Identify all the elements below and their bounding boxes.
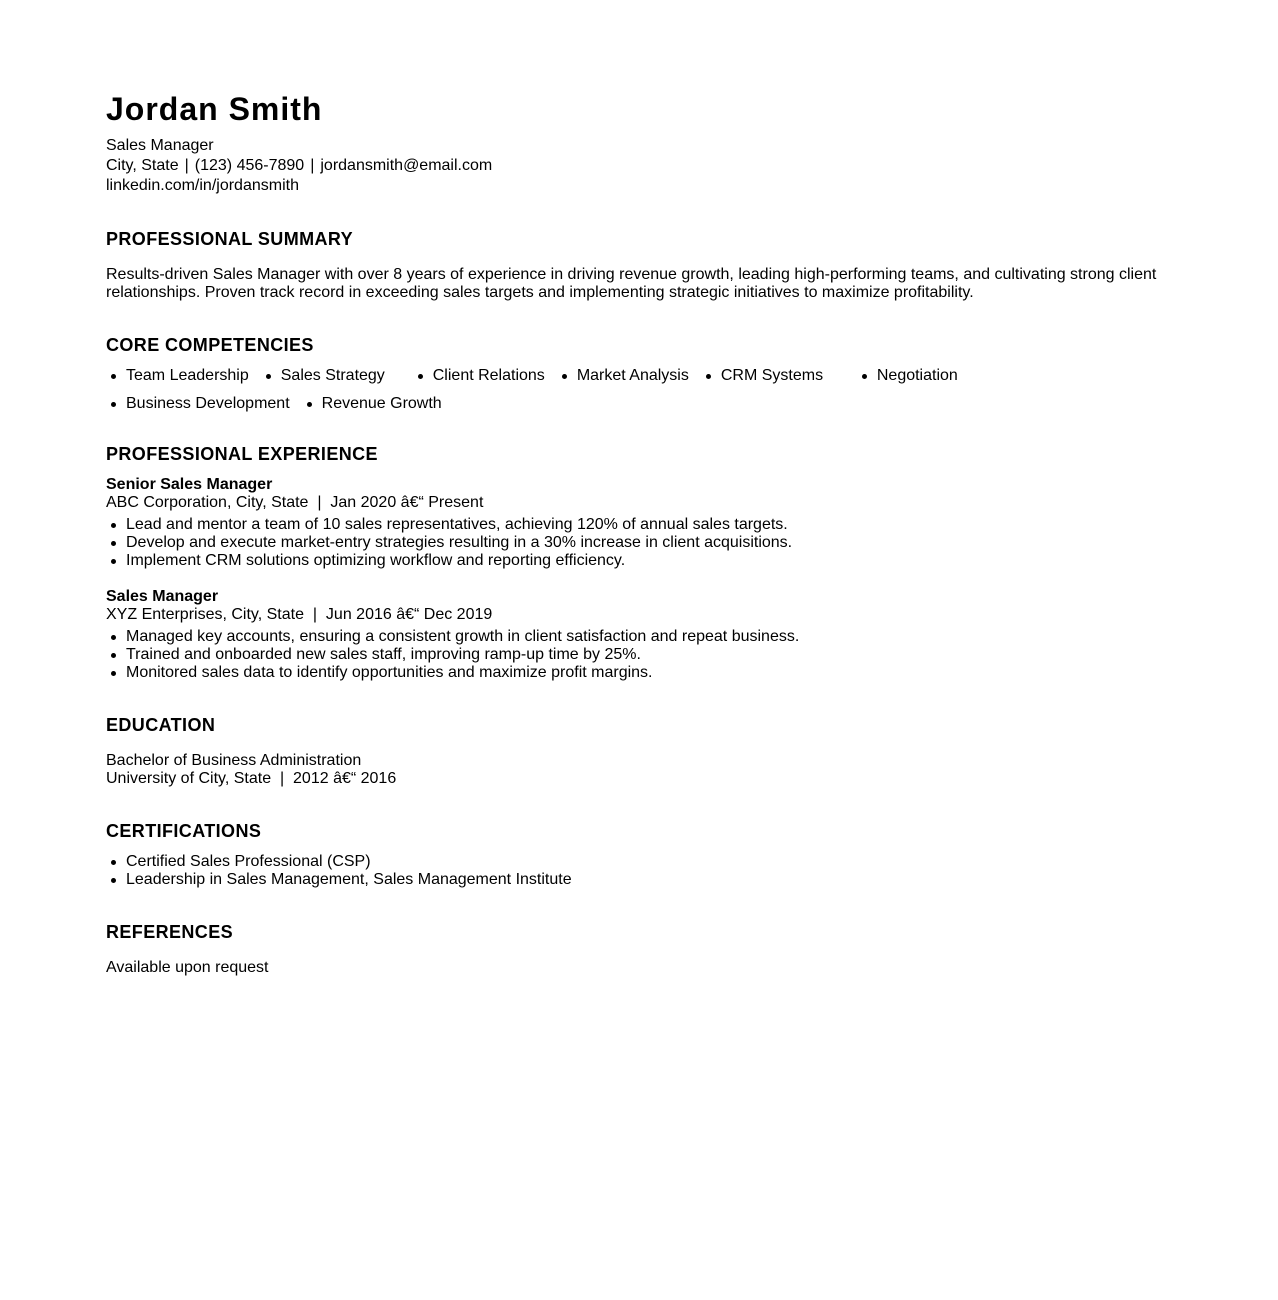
references-section xyxy=(106,922,1206,977)
competency-item: CRM Systems xyxy=(701,367,845,385)
school-text: University of City, State | 2012 â€“ 2016 xyxy=(106,770,397,787)
certifications-section xyxy=(106,821,1206,889)
contact-line xyxy=(106,156,1206,176)
certification-item: Certified Sales Professional (CSP) xyxy=(106,853,1206,871)
certification-item: Leadership in Sales Management, Sales Management Institute xyxy=(106,871,1206,889)
section-heading-certifications: CERTIFICATIONS xyxy=(106,821,262,841)
job-title-line: Sales Manager xyxy=(106,137,214,154)
competency-item: Sales Strategy xyxy=(261,367,401,385)
summary-text: Results-driven Sales Manager with over 8 years of experience in driving revenue growth, leading high-performing teams, and cultivating strong client relationships. Proven track record in exceeding sales targets and implementing strategic initiatives to maximize profitability. xyxy=(106,266,1157,301)
separator: | xyxy=(184,157,189,174)
job-meta: ABC Corporation, City, State | Jan 2020 â€“ Present xyxy=(106,494,484,511)
job-bullet: Monitored sales data to identify opportunities and maximize profit margins. xyxy=(106,664,1206,682)
email-link[interactable]: jordansmith@email.com xyxy=(320,157,493,174)
competencies-list xyxy=(106,367,986,413)
job-title: Senior Sales Manager xyxy=(106,476,273,493)
job-meta: XYZ Enterprises, City, State | Jun 2016 â€“ Dec 2019 xyxy=(106,606,493,623)
resume-header xyxy=(106,90,1206,196)
location-text: City, State xyxy=(106,157,179,174)
section-heading-summary: PROFESSIONAL SUMMARY xyxy=(106,229,354,249)
job-entry xyxy=(106,476,1206,570)
job-bullets xyxy=(106,628,1206,682)
education-entry xyxy=(106,752,1206,788)
section-heading-experience: PROFESSIONAL EXPERIENCE xyxy=(106,444,378,464)
separator: | xyxy=(310,157,315,174)
section-heading-references: REFERENCES xyxy=(106,922,234,942)
job-entry xyxy=(106,588,1206,682)
job-bullet: Managed key accounts, ensuring a consistent growth in client satisfaction and repeat business. xyxy=(106,628,1206,646)
candidate-name: Jordan Smith xyxy=(106,91,323,127)
job-bullet: Develop and execute market-entry strategies resulting in a 30% increase in client acquisitions. xyxy=(106,534,1206,552)
education-section xyxy=(106,715,1206,788)
section-heading-competencies: CORE COMPETENCIES xyxy=(106,335,314,355)
job-bullet: Lead and mentor a team of 10 sales representatives, achieving 120% of annual sales targets. xyxy=(106,516,1206,534)
job-bullet: Implement CRM solutions optimizing workflow and reporting efficiency. xyxy=(106,552,1206,570)
summary-section xyxy=(106,229,1206,302)
linkedin-link[interactable]: linkedin.com/in/jordansmith xyxy=(106,177,299,194)
competency-item: Negotiation xyxy=(857,367,958,385)
experience-section xyxy=(106,444,1206,682)
job-title: Sales Manager xyxy=(106,588,219,605)
competency-item: Market Analysis xyxy=(557,367,689,385)
competency-item: Business Development xyxy=(106,395,290,413)
degree-text: Bachelor of Business Administration xyxy=(106,752,362,769)
job-bullets xyxy=(106,516,1206,570)
phone-text: (123) 456-7890 xyxy=(194,157,305,174)
section-heading-education: EDUCATION xyxy=(106,715,216,735)
references-text: Available upon request xyxy=(106,959,269,976)
competency-item: Revenue Growth xyxy=(302,395,442,413)
competency-item: Team Leadership xyxy=(106,367,249,385)
competency-item: Client Relations xyxy=(413,367,545,385)
competencies-section xyxy=(106,335,1206,413)
certifications-list xyxy=(106,853,1206,889)
job-bullet: Trained and onboarded new sales staff, improving ramp-up time by 25%. xyxy=(106,646,1206,664)
